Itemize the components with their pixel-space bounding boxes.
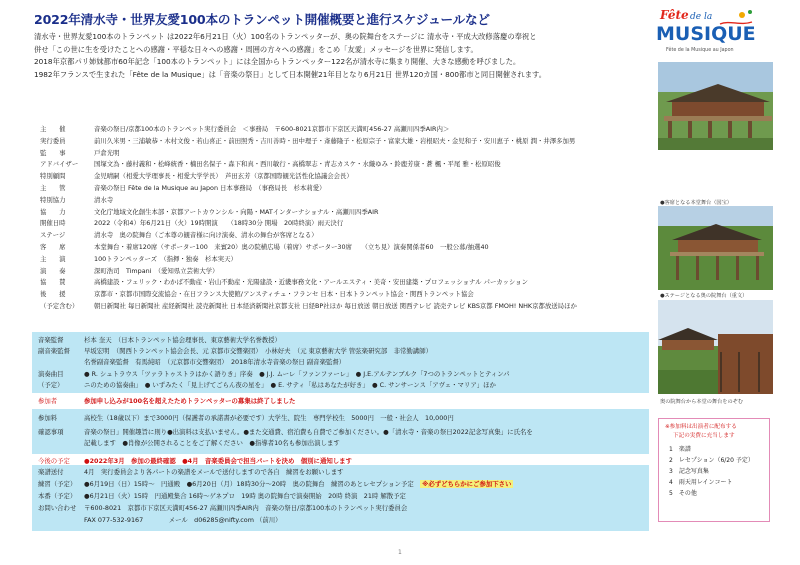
info-label: 監 事 (40, 148, 66, 157)
photo-oku-no-in (658, 206, 773, 290)
usage-item: 2 レセプション（6/20 予定） (669, 457, 754, 464)
info-label: 主 催 (40, 125, 66, 133)
schedule-label: 楽譜送付 (38, 468, 64, 476)
info-value: 国塚文為・藤村義和・松峰統香・楠田名保子・森下和真・西川敏行・高橋翠志・青志カスケ・水織ゆみ・鈴鹿芳康・蒼 楓・平尾 雅・松原昭俊 (94, 160, 501, 169)
schedule-line (38, 491, 406, 500)
info-label: 協 賛 (40, 278, 66, 287)
panel-row (38, 357, 345, 366)
info-label: 後 援 (40, 290, 66, 299)
page-number: 1 (398, 549, 402, 556)
fee-note: ※参加料は出演者に配布する (665, 424, 737, 430)
schedule-value: 4月 実行委員会より各パートの楽譜をメールで送付しますので各自 練習をお願いします (84, 468, 344, 476)
info-label: アドバイザー (40, 160, 79, 169)
intro-text (34, 31, 646, 81)
logo-tagline: Fête de la Musique au Japon (666, 48, 734, 53)
panel-label: 演奏曲目 (38, 370, 64, 378)
schedule-line (38, 467, 344, 476)
photo-caption: ●ステージとなる奥の院舞台（重文） (660, 293, 748, 299)
info-value: 前川久米男・三浦敏恭・木村文俊・若山喜正・前田照秀・吉川善時・田中理子・斎藤隆子・松原宗子・富家大雄・岩根昭夫・金児和子・安川恵子・桃原 潤・井澤多加男 (94, 136, 576, 145)
panel-label: 音楽監督 (38, 336, 64, 344)
schedule-value: 〒600-8021 京都市下京区天満町456-27 高瀬川四季AIR内 音楽の祭日/京都100本のトランペット実行委員会 (84, 504, 408, 512)
info-row (40, 266, 650, 278)
fee-line (38, 413, 454, 422)
info-row (40, 242, 650, 254)
svg-text:Fête: Fête (660, 8, 689, 22)
panel-label: 副音楽監督 (38, 347, 70, 355)
info-row (40, 230, 650, 242)
schedule-label: 本番（予定） (38, 492, 77, 500)
info-value: 戸倉光明 (94, 148, 120, 157)
schedule-line (38, 515, 282, 524)
info-label: （予定含む） (40, 301, 79, 310)
info-value: 京都市・京都市国際交流協会・在日フランス大使館/アンスティチュ・フランセ 日本・日本トランペット協会・関西トランペット協会 (94, 290, 474, 299)
recruit-message: 参加申し込みが100名を超えたためトランペッターの募集は終了しました (84, 397, 296, 405)
confirm-text-1: 音楽の祭日」開催趣旨に則り●出演料は支払いません。●また交通費、宿泊費も自費でご参加ください。●「清水寺・音楽の祭日2022記念写真集」に氏名を (84, 428, 533, 436)
panel-value: 早坂宏明 （関西トランペット協会会長、元 京都市交響楽団） 小林好夫 （元 東京藝術大学 管弦楽研究部 非常勤講師） (84, 347, 432, 355)
info-label: 主 管 (40, 183, 66, 192)
plan-message: ●2022年3月 参加の最終確認 ●4月 音楽委員会で担当パートを決め 個別に通知します (84, 457, 352, 465)
panel-value: ニのための協奏曲」 ● いずみたく「見上げてごらん夜の星を」 ● E. サティ「私はあなたが好き」 ● C. サンサーンス「アヴェ・マリア」ほか (84, 381, 496, 389)
info-label: 開催日時 (40, 219, 66, 228)
usage-item: 5 その他 (669, 490, 697, 497)
info-row (40, 183, 650, 195)
usage-item: 3 記念写真集 (669, 468, 709, 475)
fee-value: 高校生（18歳以下）まで3000円（保護者の承諾書が必要です）大学生、院生 専門学校生 5000円 一般・社会人 10,000円 (84, 414, 454, 422)
info-row (40, 195, 650, 207)
confirm-line (38, 427, 533, 436)
recruitment-notice (32, 393, 649, 409)
info-row (40, 171, 650, 183)
info-label: 主 演 (40, 254, 66, 263)
info-label: 実行委員 (40, 136, 66, 145)
schedule-label: お問い合わせ (38, 504, 77, 512)
info-value: 音楽の祭日/京都100本のトランペット実行委員会 ＜事務局 〒600-8021京都市下京区天満町456-27 高瀬川四季AIR内＞ (94, 125, 450, 133)
info-row (40, 136, 650, 148)
intro-line: 清水寺・世界友愛100本のトランペット は2022年6月21日（火）100名のトランペッターが、奥の院舞台をステージに 清水寺・平成大改修落慶の奉祝と (34, 32, 537, 41)
svg-text:de la: de la (690, 12, 713, 22)
info-value: 深町浩司 Timpani （愛知県立芸術大学） (94, 266, 219, 275)
fete-de-la-musique-logo (650, 6, 770, 58)
schedule-label: 練習（予定） (38, 480, 77, 488)
photo-caption: 奥の院舞台から本堂の舞台をのぞむ (660, 399, 744, 405)
panel-label: （予定） (38, 381, 64, 389)
info-value: 清水寺 奥の院舞台（ご本尊の観音様に向け演奏、清水の舞台が客席となる） (94, 231, 318, 240)
panel-value: 杉本 奎天 （日本トランペット協会理事長、東京藝術大学名誉教授） (84, 336, 281, 344)
info-row (40, 207, 650, 219)
info-value: 100トランペッターズ （指揮・独奏 杉本実天） (94, 254, 237, 263)
fee-usage-box (658, 418, 770, 522)
intro-line: 2018年京都パリ姉妹都市60年記念「100本のトランペット」には全国からトランペッター122名が清水寺に集まり開催、大きな感動を呼びました。 (34, 57, 521, 67)
schedule-value: ●6月21日（火）15時 円通殿集合 16時～ゲネプロ 19時 奥の院舞台で演奏開始 20時 終演 21時 解散予定 (84, 492, 406, 500)
panel-row (38, 380, 496, 389)
panel-row (38, 346, 432, 355)
panel-row (38, 369, 510, 378)
photo-caption: ●客席となる本堂舞台（国宝） (660, 200, 732, 206)
future-plan (32, 454, 649, 465)
info-value: 音楽の祭日 Fête de la Musique au Japon 日本事務局 （事務局長 杉本莉愛） (94, 183, 326, 192)
info-value: 文化庁地域文化創生本部・京都アートカウンシル・向陽・MATインターナショナル・高瀬川四季AIR (94, 207, 379, 216)
recruit-label: 参加者 (38, 397, 58, 405)
schedule-value: FAX 077-532-9167 メール d06285@nifty.com （前川） (84, 516, 282, 524)
info-label: 特別顧問 (40, 172, 66, 181)
info-label: 客 席 (40, 242, 66, 251)
info-value: 2022（令和4）年6月21日（火）19時開演 （18時30分 開場 20時終演）雨天決行 (94, 219, 344, 228)
info-row (40, 159, 650, 171)
intro-line: 併せ「この世に生を受けたことへの感謝・平穏な日々への感謝・周囲の方々への感謝」をこめ「友愛」メッセージを世界に発信します。 (34, 44, 478, 54)
info-row (40, 277, 650, 289)
schedule-panel (32, 465, 649, 531)
event-info-table (40, 124, 650, 313)
info-label: 特別協力 (40, 195, 66, 204)
logo-icon (650, 6, 770, 46)
info-label: 演 奏 (40, 266, 66, 275)
info-label: 協 力 (40, 207, 66, 216)
info-value: 金児晴嗣（相愛大学理事長・相愛大学学長） 芦田玄芳（京都国際観光活性化協議会会長） (94, 172, 353, 181)
fee-label: 参加料 (38, 414, 58, 422)
confirm-text-2: 記載します ●肖像が公開されることをご了解ください ●指導者10名も参加出演します (84, 439, 340, 447)
panel-row (38, 335, 281, 344)
info-value: 高橋建設・フェリック・わかば不動産・岩山不動産・光陽建設・近畿事務文化・アールエスティ・美奇・安田建築・プロフェッショナル パーカッション (94, 278, 528, 287)
info-row (40, 254, 650, 266)
info-label: ステージ (40, 231, 66, 240)
panel-value: 名誉副音楽監督 有馬純昭 （元京都市交響楽団） 2018年清水寺音楽の祭日 副音楽監督） (84, 358, 346, 366)
schedule-line (38, 503, 407, 512)
plan-label: 今後の予定 (38, 457, 70, 465)
panel-value: ● R. シュトラウス「ツァラトゥストラはかく語りき」序奏 ● J.J. ムーレ「ファンファーレ」 ● J.E.アルテンブルク「7つのトランペットとティンパ (84, 370, 510, 378)
photo-view (658, 300, 773, 394)
info-value: 朝日新聞社 毎日新聞社 産経新聞社 読売新聞社 日本経済新聞社京都支社 日経BP社ほか 毎日放送 朝日放送 関西テレビ 読売テレビ KBS京都 FMOH! NHK京都放送局ほか (94, 301, 577, 310)
fee-panel (32, 410, 649, 454)
info-row (40, 218, 650, 230)
panel-label (38, 357, 84, 366)
info-row (40, 124, 650, 136)
svg-text:MUSIQUE: MUSIQUE (656, 23, 756, 45)
info-row (40, 148, 650, 160)
usage-item: 4 雨天用レインコート (669, 479, 733, 486)
info-row (40, 289, 650, 301)
fee-note: 下記の実費に充当します (673, 433, 735, 439)
info-value: 本堂舞台・着席120席（サポーター100 来賓20）奥の院横広場（着席）サポーター30席 （立ち見）演奏関係者60 一般公募/抽選40 (94, 242, 489, 251)
schedule-highlight: ※必ずどちらかにご参加下さい (422, 480, 512, 488)
schedule-value: ●6月19日（日）15時～ 円通殿 ●6月20日（月）18時30分～20時 奥の院舞台 練習のあとレセプション予定 (84, 480, 421, 488)
confirm-line (38, 438, 340, 447)
intro-line: 1982年フランスで生まれた「Fête de la Musique」は「音楽の祭日」として日本開催21年目となり6月21日 世界120カ国・800都市と同日開催されます。 (34, 69, 547, 79)
photo-main-hall (658, 62, 773, 150)
info-value: 清水寺 (94, 195, 114, 204)
confirm-label: 確認事項 (38, 428, 64, 436)
page-title: 2022年清水寺・世界友愛100本のトランペット開催概要と進行スケジュールなど (34, 12, 490, 27)
schedule-line (38, 479, 513, 488)
info-row (40, 301, 650, 313)
usage-item: 1 楽譜 (669, 446, 691, 453)
